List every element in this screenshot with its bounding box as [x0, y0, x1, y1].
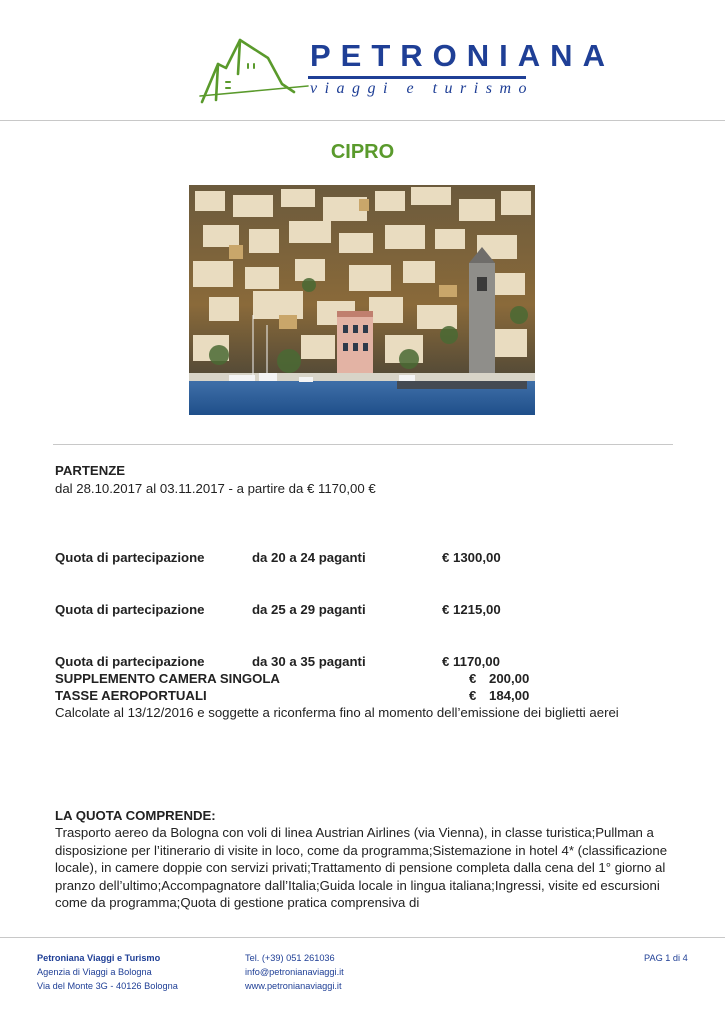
extra-currency: €	[469, 688, 477, 703]
page-number: PAG 1 di 4	[644, 953, 688, 963]
price-range: da 20 a 24 paganti	[252, 550, 366, 565]
price-value: € 1300,00	[442, 550, 501, 565]
price-label: Quota di partecipazione	[55, 602, 205, 617]
price-value: € 1215,00	[442, 602, 501, 617]
includes-heading: LA QUOTA COMPRENDE:	[55, 808, 216, 823]
footer-website[interactable]: www.petronianaviaggi.it	[245, 981, 342, 991]
footer-company: Petroniana Viaggi e Turismo	[37, 953, 161, 963]
section-divider	[53, 444, 673, 445]
destination-photo	[189, 185, 535, 415]
company-logo	[198, 34, 615, 106]
footer-agency: Agenzia di Viaggi a Bologna	[37, 967, 152, 977]
extra-label: SUPPLEMENTO CAMERA SINGOLA	[55, 671, 280, 686]
footer-email[interactable]: info@petronianaviaggi.it	[245, 967, 344, 977]
departures-text: dal 28.10.2017 al 03.11.2017 - a partire da € 1170,00 €	[55, 481, 376, 496]
extra-currency: €	[469, 671, 477, 686]
header-divider	[0, 120, 725, 121]
tax-note: Calcolate al 13/12/2016 e soggette a riconferma fino al momento dell’emissione dei biglietti aerei	[55, 705, 619, 720]
page-title: CIPRO	[330, 141, 395, 163]
price-label: Quota di partecipazione	[55, 654, 205, 669]
brand-name: PETRONIANA	[310, 38, 615, 73]
extra-amount: 184,00	[489, 688, 530, 703]
footer-contact-block	[245, 951, 344, 993]
departures-heading: PARTENZE	[55, 463, 126, 478]
includes-text: Trasporto aereo da Bologna con voli di linea Austrian Airlines (via Vienna), in classe turistica;Pullman a disposizione per l’itinerario di visite in loco, come da programma;Sistemazione in hotel 4* (classificazione locale), in camere doppie con servizi privati;Trattamento di pensione completa dalla cena del 1° giorno al pranzo dell’ultimo;Accompagnatore dall’Italia;Guida locale in lingua italiana;Ingressi, visite ed escursioni come da programma;Quota di gestione pratica comprensiva di	[55, 825, 668, 911]
price-range: da 30 a 35 paganti	[252, 654, 366, 669]
price-range: da 25 a 29 paganti	[252, 602, 366, 617]
extra-label: TASSE AEROPORTUALI	[55, 688, 207, 703]
house-logo-icon	[198, 34, 310, 106]
price-value: € 1170,00	[442, 654, 500, 669]
footer-company-block	[37, 951, 178, 993]
price-label: Quota di partecipazione	[55, 550, 205, 565]
footer-address: Via del Monte 3G - 40126 Bologna	[37, 981, 178, 991]
footer-tel: Tel. (+39) 051 261036	[245, 953, 335, 963]
footer-divider	[0, 937, 725, 938]
brand-underline	[308, 76, 526, 79]
brand-tagline: viaggi e turismo	[310, 80, 534, 97]
extra-amount: 200,00	[489, 671, 530, 686]
